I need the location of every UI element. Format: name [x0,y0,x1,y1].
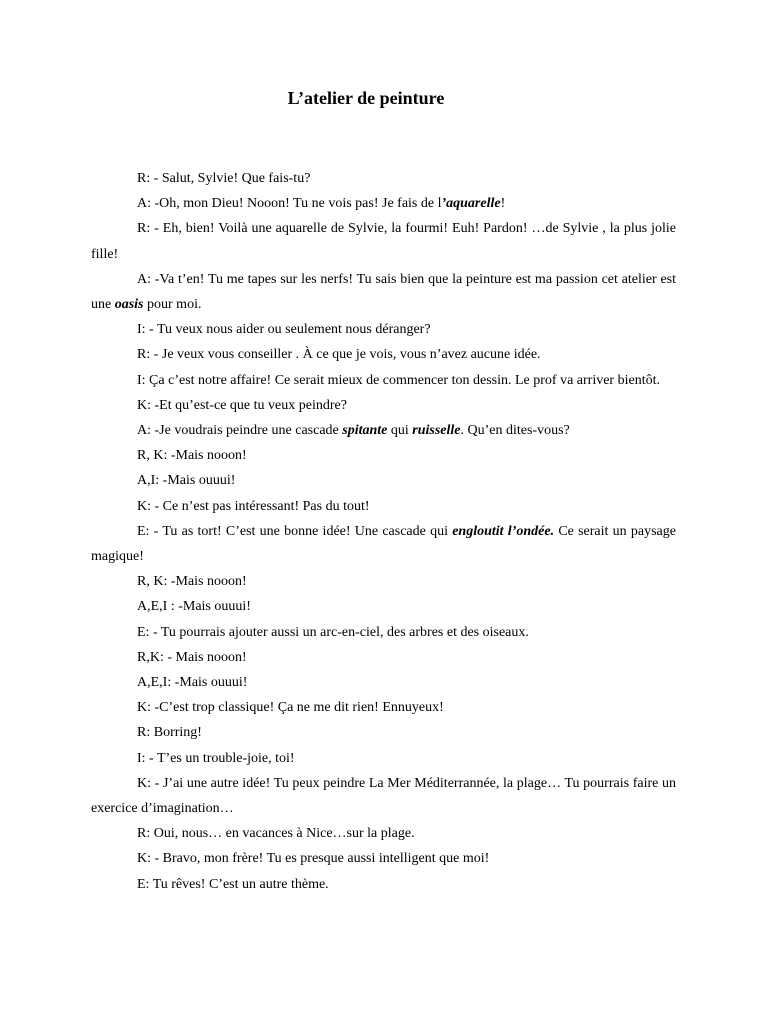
dialogue-line [91,519,676,569]
line-text: Ce serait un paysage magique! [91,523,676,565]
dialogue-line [91,443,676,468]
line-text: R, K: -Mais nooon! [137,448,247,464]
emphasized-word: engloutit l’ondée. [452,523,555,539]
dialogue-line [91,746,676,771]
line-text: E: Tu rêves! C’est un autre thème. [137,876,329,892]
line-text: I: - T’es un trouble-joie, toi! [137,750,295,766]
line-text: R: - Salut, Sylvie! Que fais-tu? [137,171,311,186]
line-text: I: Ça c’est notre affaire! Ce serait mieux de commencer ton dessin. Le prof va arriver bientôt. [137,372,660,388]
dialogue-line [91,317,676,342]
line-text: R,K: - Mais nooon! [137,649,247,665]
dialogue-line [91,569,676,594]
dialogue-line [91,645,676,670]
line-text: R: - Eh, bien! Voilà une aquarelle de Sylvie, la fourmi! Euh! Pardon! …de Sylvie , la plus jolie fille! [91,221,676,262]
document-title: L’atelier de peinture [287,88,445,108]
line-text: K: -C’est trop classique! Ça ne me dit rien! Ennuyeux! [137,700,444,716]
dialogue-line [91,267,676,317]
dialogue-body [91,166,676,897]
emphasized-word: ’aquarelle [441,196,501,212]
dialogue-line [91,594,676,619]
line-text: K: -Et qu’est-ce que tu veux peindre? [137,397,347,413]
emphasized-word: ruisselle [412,423,461,439]
line-text: A: -Je voudrais peindre une cascade [137,423,343,439]
dialogue-line [91,695,676,720]
line-text: A,I: -Mais ouuui! [137,473,236,489]
dialogue-line [91,468,676,493]
dialogue-line [91,720,676,745]
emphasized-word: oasis [114,297,144,313]
line-text: I: - Tu veux nous aider ou seulement nous déranger? [137,322,431,338]
dialogue-line [91,494,676,519]
dialogue-line [91,821,676,846]
emphasized-word: spitante [342,423,388,439]
dialogue-line [91,191,676,216]
dialogue-line [91,620,676,645]
line-text: ! [500,196,506,212]
line-text: R: Borring! [137,725,202,741]
dialogue-line [91,670,676,695]
dialogue-line [91,418,676,443]
line-text: . Qu’en dites-vous? [460,423,570,439]
dialogue-line [91,166,676,191]
dialogue-line [91,872,676,897]
line-text: E: - Tu as tort! C’est une bonne idée! Une cascade qui [137,523,453,539]
line-text: A: -Oh, mon Dieu! Nooon! Tu ne vois pas! Je fais de l [137,196,442,212]
line-text: A,E,I : -Mais ouuui! [137,599,251,615]
dialogue-line [91,771,676,821]
dialogue-line [91,342,676,367]
line-text: K: - J’ai une autre idée! Tu peux peindre La Mer Méditerrannée, la plage… Tu pourrais faire un exercice d’imagination… [91,775,676,817]
line-text: A,E,I: -Mais ouuui! [137,675,248,691]
dialogue-line [91,216,676,266]
dialogue-line [91,368,676,393]
line-text: R, K: -Mais nooon! [137,574,247,590]
dialogue-line [91,846,676,871]
line-text: A: -Va t’en! Tu me tapes sur les nerfs! Tu sais bien que la peinture est ma passion cet atelier est une [91,271,676,313]
line-text: K: - Ce n’est pas intéressant! Pas du tout! [137,498,370,514]
line-text: K: - Bravo, mon frère! Tu es presque aussi intelligent que moi! [137,851,490,867]
line-text: pour moi. [143,297,202,313]
line-text: qui [387,423,413,439]
line-text: E: - Tu pourrais ajouter aussi un arc-en-ciel, des arbres et des oiseaux. [137,624,529,640]
dialogue-line [91,393,676,418]
line-text: R: - Je veux vous conseiller . À ce que je vois, vous n’avez aucune idée. [137,347,541,363]
line-text: R: Oui, nous… en vacances à Nice…sur la plage. [137,826,415,842]
